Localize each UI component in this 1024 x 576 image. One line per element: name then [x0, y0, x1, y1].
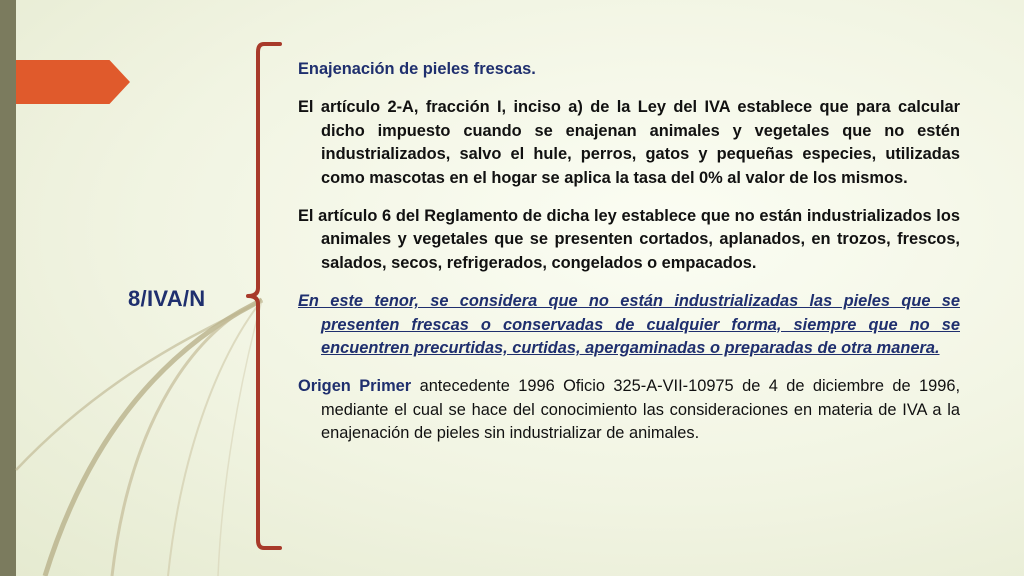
origin-label: Origen Primer	[298, 377, 412, 396]
left-accent-bar	[0, 0, 16, 576]
slide-title: Enajenación de pieles frescas.	[298, 60, 536, 78]
left-brace	[244, 40, 284, 552]
origin-text: antecedente 1996 Oficio 325-A-VII-10975 de 4 de diciembre de 1996, mediante el cual se hace del conocimiento las consideraciones en materia de IVA a la enajenación de pieles sin industrializar de animales.	[321, 377, 961, 443]
paragraph-origen	[298, 375, 960, 445]
code-label: 8/IVA/N	[128, 286, 206, 311]
orange-arrow-shape	[16, 60, 130, 104]
paragraph-conclusion: En este tenor, se considera que no están industrializadas las pieles que se presenten frescas o conservadas de cualquier forma, siempre que no se encuentren precurtidas, curtidas, apergaminadas o preparadas de otra manera.	[298, 292, 960, 358]
paragraph-reglamento: El artículo 6 del Reglamento de dicha ley establece que no están industrializados los animales y vegetales que se presenten cortados, aplanados, en trozos, frescos, salados, secos, refrigerados, congelados o empacados.	[298, 207, 960, 272]
slide-content	[298, 58, 960, 461]
paragraph-ley-iva: El artículo 2-A, fracción I, inciso a) de la Ley del IVA establece que para calcular dicho impuesto cuando se enajenan animales y vegetales que no estén industrializados, salvo el hule, perros, gatos y pequeñas especies, utilizadas como mascotas en el hogar se aplica la tasa del 0% al valor de los mismos.	[298, 98, 960, 187]
